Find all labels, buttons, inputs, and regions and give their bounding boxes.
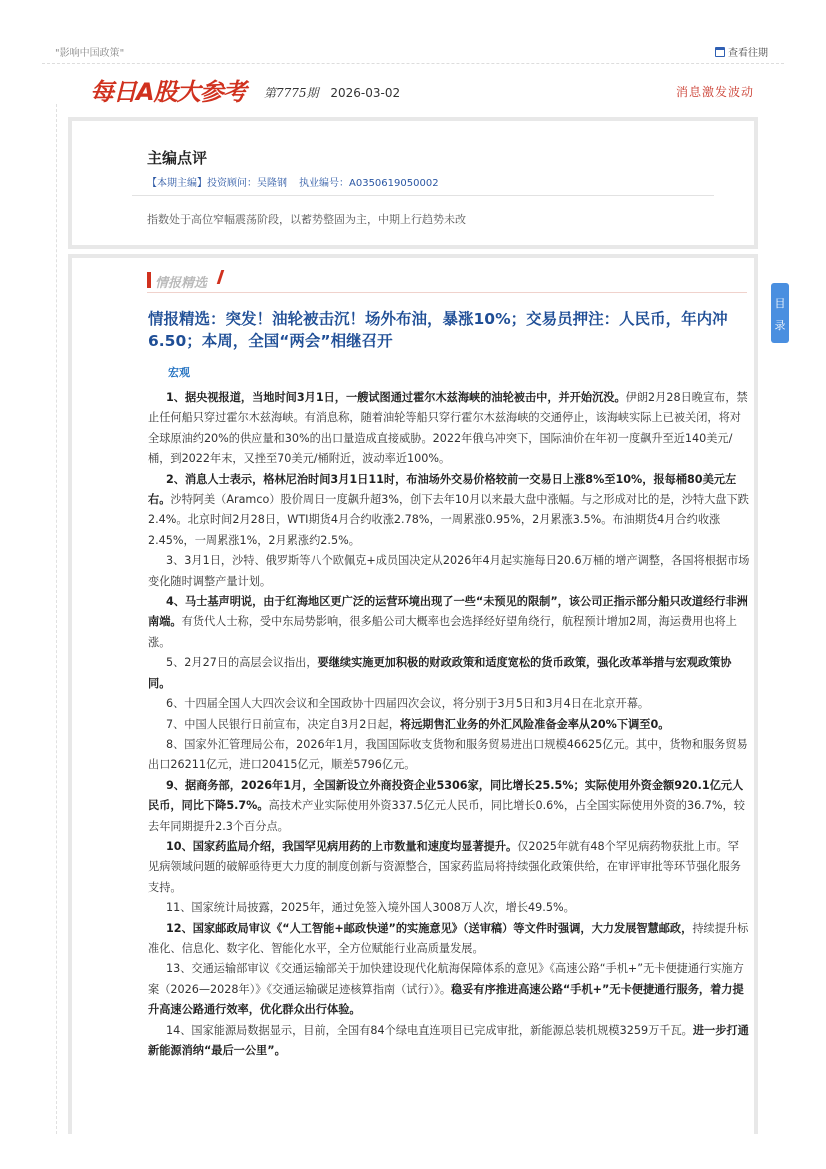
news-item (148, 776, 750, 837)
news-item-highlight: 稳妥有序推进高速公路“手机+”无卡便捷通行服务，着力提升高速公路通行效率，优化群众出行体验。 (148, 982, 744, 1017)
tagline: "影响中国政策" (55, 48, 125, 59)
news-item-text: 有货代人士称，受中东局势影响，很多船公司大概率也会选择经好望角绕行，航程预计增加2周，海运费用也将上涨。 (148, 615, 737, 649)
editor-advisor: 投资顾问：吴隆钢 (207, 178, 287, 189)
tag-bar (147, 272, 151, 288)
news-item-highlight: 将远期售汇业务的外汇风险准备金率从20%下调至0。 (399, 717, 670, 731)
news-item-text: 仅2025年就有48个罕见病药物获批上市。罕见病领域问题的破解亟待更大力度的制度创新与资源整合，国家药监局将持续强化政策供给，在审评审批等环节强化服务支持。 (148, 839, 741, 894)
editor-comment-card (68, 117, 758, 249)
editor-license: 执业编号：A0350619050002 (299, 178, 439, 189)
news-item (148, 898, 750, 918)
toc-button[interactable] (771, 283, 789, 343)
news-item (148, 653, 750, 694)
news-item (148, 919, 750, 960)
news-item-text: 3、3月1日，沙特、俄罗斯等八个欧佩克+成员国决定从2026年4月起实施每日20.6万桶的增产调整，各国将根据市场变化随时调整产量计划。 (148, 554, 750, 588)
news-item (148, 959, 750, 1020)
editor-title: 主编点评 (147, 149, 208, 167)
news-tag (147, 270, 297, 294)
news-item-highlight: 1、据央视报道，当地时间3月1日，一艘试图通过霍尔木兹海峡的油轮被击中，并开始沉没。 (166, 391, 626, 404)
news-item (148, 592, 750, 653)
news-item-text: 高技术产业实际使用外资337.5亿元人民币，同比增长0.6%，占全国实际使用外资的36.7%，较去年同期提升2.3个百分点。 (148, 799, 745, 833)
news-item-highlight: 12、国家邮政局审议《“人工智能+邮政快递”的实施意见》（送审稿）等文件时强调，大力发展智慧邮政， (166, 921, 693, 935)
news-item-text: 伊朗2月28日晚宣布，禁止任何船只穿过霍尔木兹海峡。有消息称，随着油轮等船只穿行霍尔木兹海峡的交通停止，该海峡实际上已被关闭，将对全球原油约20%的供应量和30%的出口量造成直接威胁。2022年俄乌冲突下，国际油价在年初一度飙升至近140美元/桶，到2022年末，又挫至70美元/桶附近，波动率近100%。 (148, 391, 748, 466)
news-body (148, 388, 750, 1061)
archive-link-label: 查看往期 (728, 48, 768, 59)
news-item-highlight: 9、据商务部，2026年1月，全国新设立外商投资企业5306家，同比增长25.5%；实际使用外资金额920.1亿元人民币，同比下降5.7%。 (148, 778, 744, 813)
news-item-text: 11、国家统计局披露，2025年，通过免签入境外国人3008万人次，增长49.5%。 (166, 901, 575, 915)
news-item-lead: 13、交通运输部审议《交通运输部关于加快建设现代化航海保障体系的意见》《高速公路“手机+”无卡便捷通行实施方案（2026—2028年）》《交通运输碳足迹核算指南（试行）》。 (148, 962, 744, 996)
tag-underline (147, 292, 747, 293)
news-item-lead: 14、国家能源局数据显示，目前，全国有84个绿电直连项目已完成审批，新能源总装机规模3259万千瓦。 (166, 1023, 693, 1037)
news-item-text: 持续提升标准化、信息化、数字化、智能化水平，全方位赋能行业高质量发展。 (148, 921, 749, 955)
news-item (148, 715, 750, 735)
news-item-highlight: 2、消息人士表示，格林尼治时间3月1日11时，布油场外交易价格较前一交易日上涨8%至10%，报每桶80美元左右。 (148, 472, 737, 507)
archive-link[interactable] (715, 44, 768, 59)
editor-summary: 指数处于高位窄幅震荡阶段，以蓄势整固为主，中期上行趋势未改 (147, 213, 466, 226)
news-card (68, 254, 758, 1134)
editor-tag: 【本期主编】 (147, 178, 207, 189)
news-item-highlight: 4、马士基声明说，由于红海地区更广泛的运营环境出现了一些“未预见的限制”，该公司正指示部分船只改道经行非洲南端。 (148, 595, 748, 629)
header-divider (42, 63, 784, 64)
news-item-highlight: 10、国家药监局介绍，我国罕见病用药的上市数量和速度均显著提升。 (166, 839, 518, 853)
section-label: 宏观 (168, 366, 190, 379)
news-item-text: 8、国家外汇管理局公布，2026年1月，我国国际收支货物和服务贸易进出口规模46625亿元。其中，货物和服务贸易出口26211亿元，进口20415亿元，顺差5796亿元。 (148, 737, 748, 772)
news-item (148, 388, 750, 470)
side-rule (56, 104, 57, 1134)
calendar-icon (715, 47, 725, 57)
issue-info (264, 84, 400, 101)
logo: 每日A股大参考 (90, 78, 246, 106)
news-item-text: 沙特阿美（Aramco）股价周日一度飙升超3%，创下去年10月以来最大盘中涨幅。与之形成对比的是，沙特大盘下跌2.4%。北京时间2月28日，WTI期货4月合约收涨2.78%，一周累涨0.95%，2月累涨3.5%。布油期货4月合约收涨2.45%，一周累涨1%，2月累涨约2.5%。 (148, 493, 749, 547)
news-item (148, 1021, 750, 1062)
news-item-lead: 5、2月27日的高层会议指出， (166, 656, 318, 670)
news-item (148, 735, 750, 776)
news-item-lead: 7、中国人民银行日前宣布，决定自3月2日起， (166, 717, 400, 731)
editor-meta (147, 174, 451, 189)
issue-number: 第7775期 (264, 86, 319, 100)
editor-divider (132, 195, 714, 196)
toc-label: 目录 (774, 297, 786, 332)
news-item (148, 837, 750, 898)
news-item-highlight: 要继续实施更加积极的财政政策和适度宽松的货币政策，强化改革举措与宏观政策协同。 (148, 656, 732, 690)
news-item-lead: 6、十四届全国人大四次会议和全国政协十四届四次会议，将分别于3月5日和3月4日在北京开幕。 (166, 697, 650, 711)
news-item (148, 470, 750, 552)
slogan: 消息激发波动 (675, 85, 754, 99)
tag-tick (217, 270, 225, 284)
news-item-highlight: 进一步打通新能源消纳“最后一公里”。 (148, 1023, 749, 1057)
tag-label: 情报精选 (155, 276, 208, 291)
issue-date: 2026-03-02 (330, 86, 401, 100)
news-item (148, 551, 750, 592)
news-headline: 情报精选：突发！油轮被击沉！场外布油，暴涨10%；交易员押注：人民币，年内冲6.50；本周，全国“两会”相继召开 (148, 310, 728, 350)
news-item (148, 694, 750, 714)
